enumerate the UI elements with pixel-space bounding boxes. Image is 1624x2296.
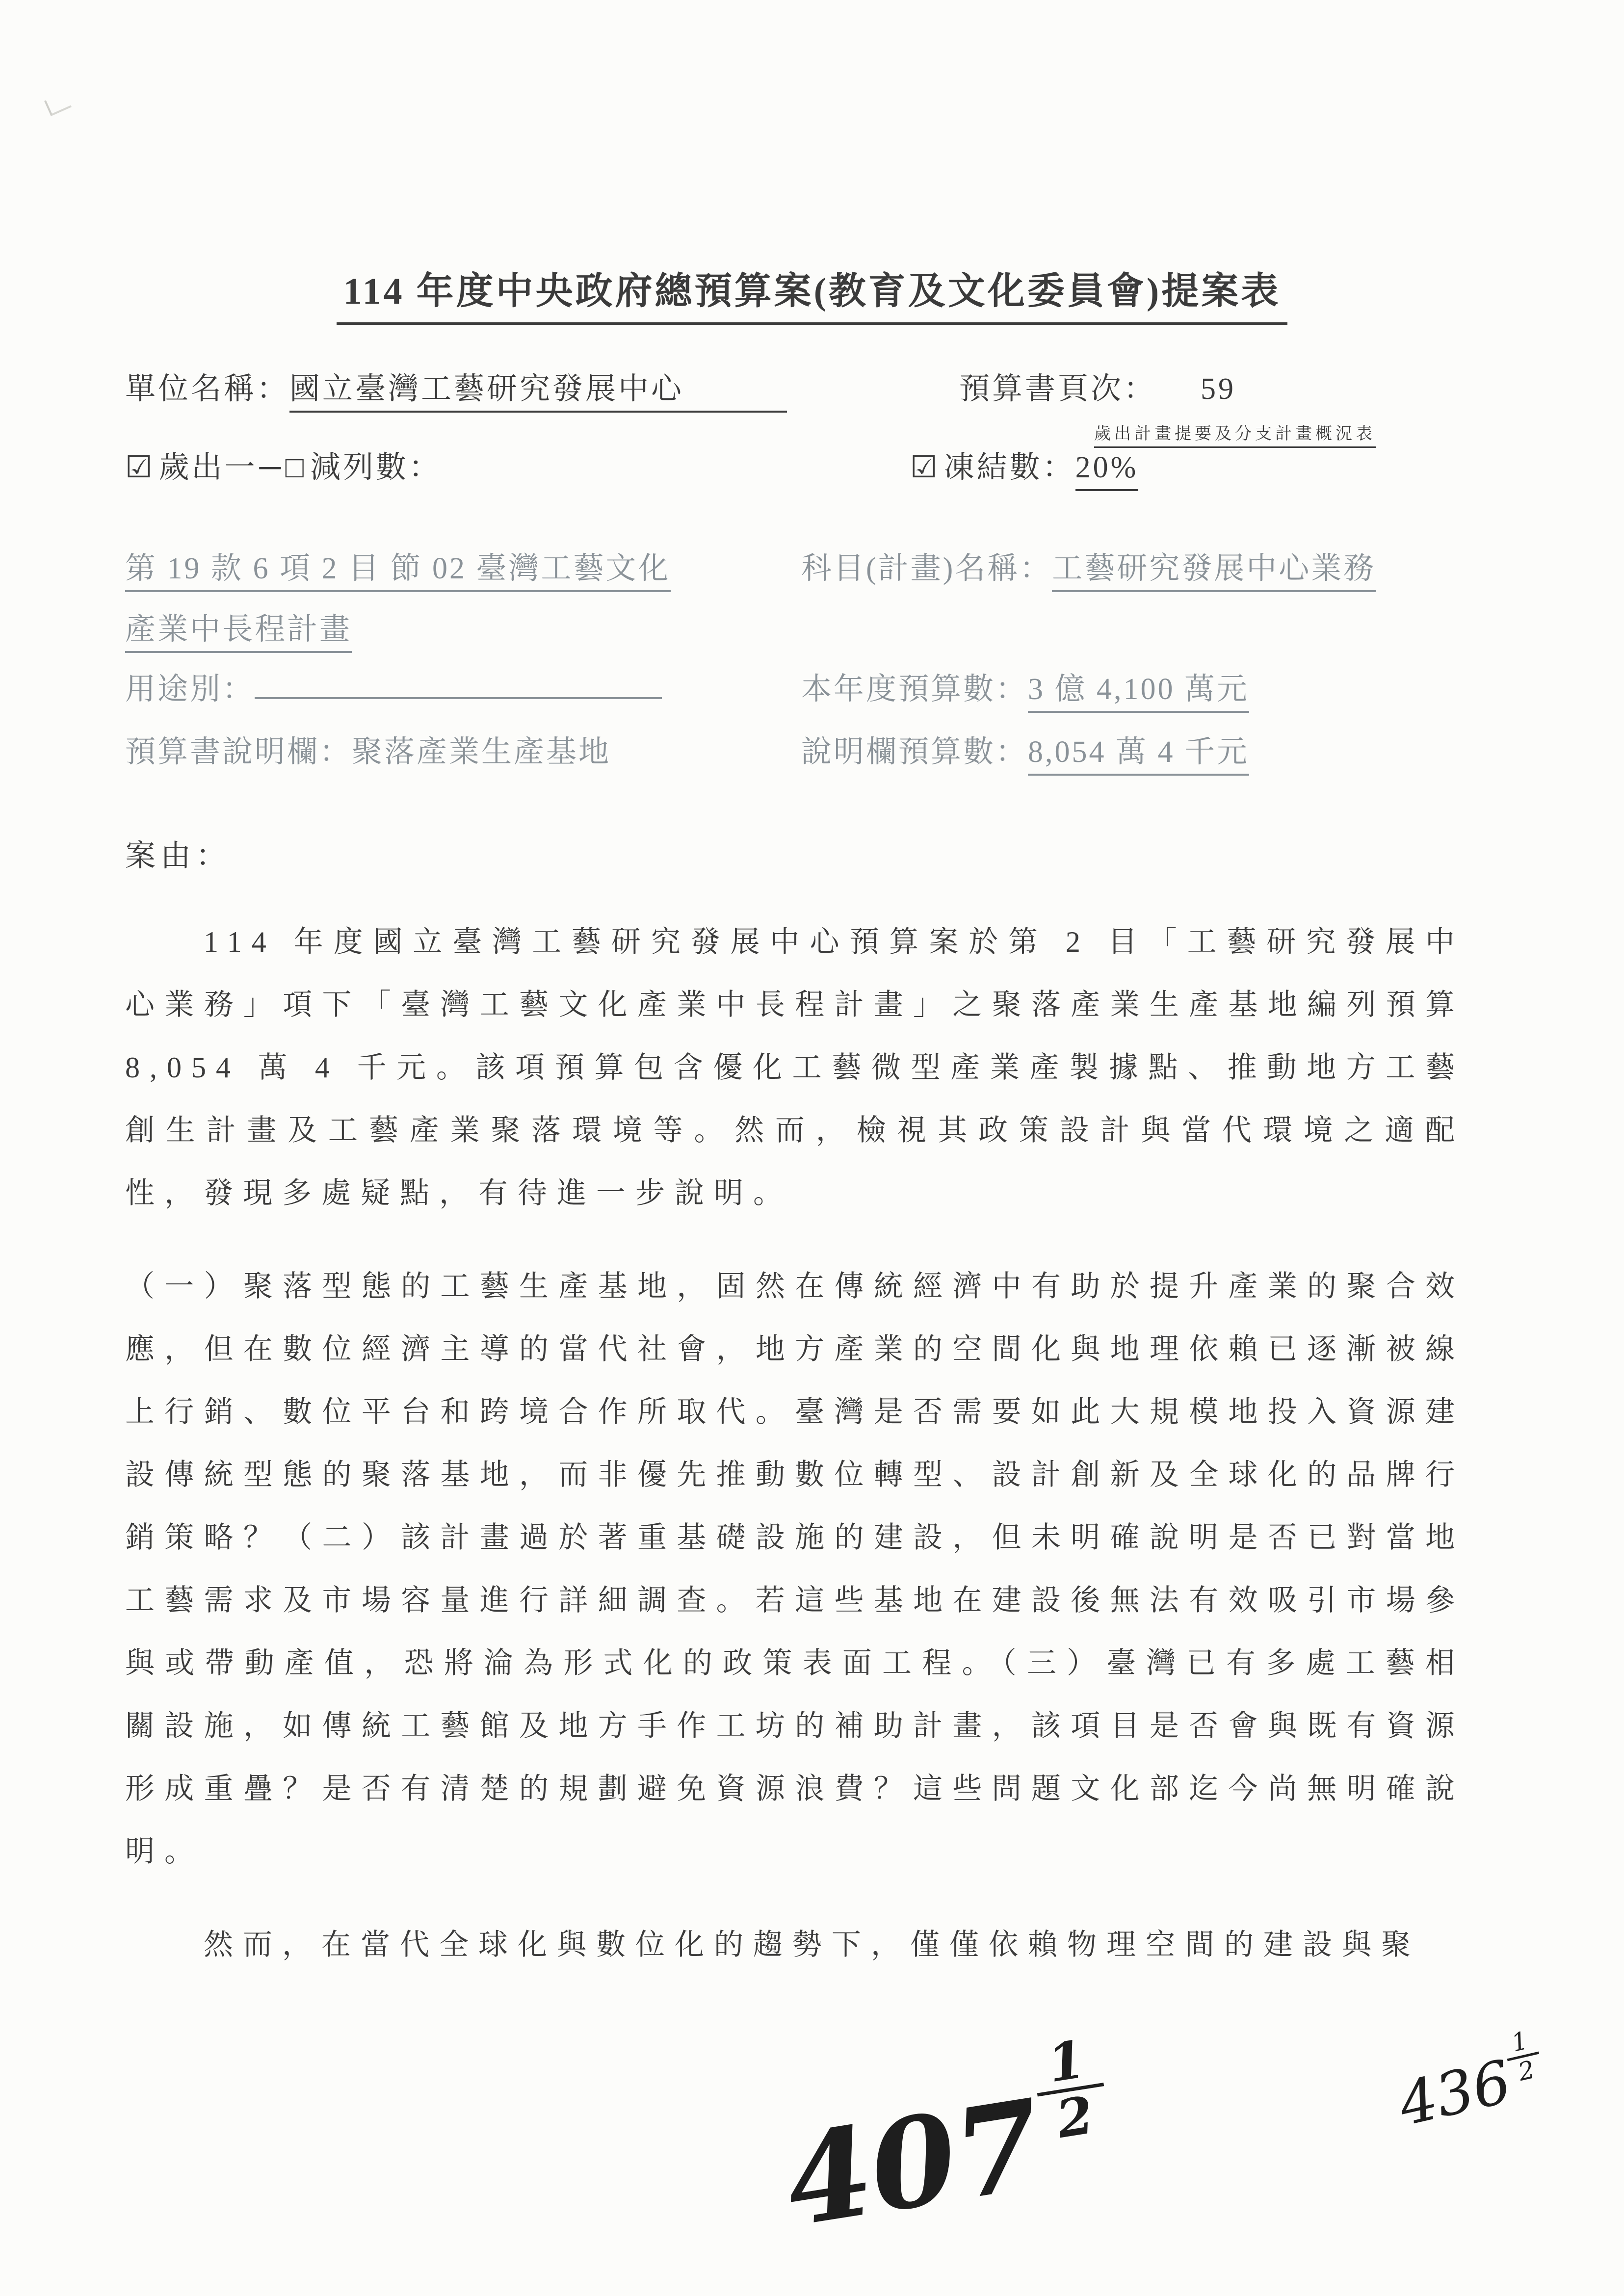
subject-item-row-2 bbox=[125, 604, 352, 648]
budget-summary-note: 歲出計畫提要及分支計畫概況表 bbox=[1094, 420, 1376, 448]
checked-checkbox-icon: ☑ bbox=[125, 451, 155, 484]
description-budget-value: 8,054 萬 4 千元 bbox=[1028, 735, 1249, 776]
case-body bbox=[125, 911, 1465, 1976]
unit-row bbox=[125, 364, 1236, 408]
plan-name-group bbox=[801, 544, 1376, 587]
page-title: 114 年度中央政府總預算案(教育及文化委員會)提案表 bbox=[337, 261, 1287, 325]
handwritten-fraction bbox=[1029, 2028, 1112, 2150]
case-label: 案由： bbox=[125, 839, 232, 873]
paragraph: 然而，在當代全球化與數位化的趨勢下，僅僅依賴物理空間的建設與聚 bbox=[204, 1929, 1420, 1961]
freeze-group bbox=[910, 443, 1138, 486]
description-row bbox=[125, 727, 1250, 771]
expenditure-label: 歲出一 bbox=[158, 451, 258, 484]
pencil-mark bbox=[44, 92, 72, 116]
fraction-numerator: 1 bbox=[1044, 2028, 1089, 2094]
fraction-denominator: 2 bbox=[1052, 2084, 1098, 2150]
handwritten-number: 407 bbox=[776, 2071, 1051, 2254]
year-budget-label: 本年度預算數： bbox=[801, 673, 1028, 706]
usage-label: 用途別： bbox=[125, 673, 255, 706]
handwritten-number: 436 bbox=[1392, 2047, 1518, 2139]
budget-page-label: 預算書頁次： bbox=[959, 372, 1157, 406]
fraction-numerator: 1 bbox=[1508, 2025, 1531, 2058]
budget-page-value: 59 bbox=[1201, 372, 1236, 406]
handwritten-page-number-right bbox=[1392, 2025, 1551, 2139]
description-budget-group bbox=[801, 727, 1249, 771]
description-value: 聚落產業生產基地 bbox=[352, 735, 611, 769]
freeze-value: 20% bbox=[1075, 451, 1139, 491]
dash-separator: ─ bbox=[259, 451, 284, 484]
checkbox-row bbox=[125, 443, 1139, 486]
unit-name-value: 國立臺灣工藝研究發展中心 bbox=[289, 372, 787, 413]
subject-item-row bbox=[125, 544, 1376, 587]
unchecked-checkbox-icon: □ bbox=[285, 451, 306, 484]
reduction-label: 減列數： bbox=[310, 451, 442, 484]
checked-checkbox-icon: ☑ bbox=[910, 451, 940, 484]
description-budget-label: 說明欄預算數： bbox=[801, 735, 1028, 769]
description-label: 預算書說明欄： bbox=[125, 735, 352, 769]
plan-name-label: 科目(計畫)名稱： bbox=[801, 552, 1052, 585]
subject-item-line1: 第 19 款 6 項 2 目 節 02 臺灣工藝文化 bbox=[125, 552, 671, 592]
year-budget-value: 3 億 4,100 萬元 bbox=[1028, 673, 1249, 713]
usage-blank-underline bbox=[255, 667, 662, 699]
handwritten-page-number-center bbox=[776, 2028, 1123, 2254]
unit-name-label: 單位名稱： bbox=[125, 372, 290, 406]
paragraph: 114 年度國立臺灣工藝研究發展中心預算案於第 2 目「工藝研究發展中心業務」項下「臺灣工藝文化產業中長程計畫」之聚落產業生產基地編列預算 8,054 萬 4 千元。該項預算包含優化工藝微型產業產製據點、推動地方工藝創生計畫及工藝產業聚落環境等。然而，檢視其政策設計與當代環境之適配性，發現多處疑點，有待進一步說明。 bbox=[125, 926, 1465, 1209]
budget-page-group bbox=[959, 364, 1236, 408]
title-row bbox=[0, 261, 1624, 325]
paragraph: （一）聚落型態的工藝生產基地，固然在傳統經濟中有助於提升產業的聚合效應，但在數位經濟主導的當代社會，地方產業的空間化與地理依賴已逐漸被線上行銷、數位平台和跨境合作所取代。臺灣是否需要如此大規模地投入資源建設傳統型態的聚落基地，而非優先推動數位轉型、設計創新及全球化的品牌行銷策略？（二）該計畫過於著重基礎設施的建設，但未明確說明是否已對當地工藝需求及市場容量進行詳細調查。若這些基地在建設後無法有效吸引市場參與或帶動產值，恐將淪為形式化的政策表面工程。（三）臺灣已有多處工藝相關設施，如傳統工藝館及地方手作工坊的補助計畫，該項目是否會與既有資源形成重疊？是否有清楚的規劃避免資源浪費？這些問題文化部迄今尚無明確說明。 bbox=[125, 1270, 1465, 1868]
usage-row bbox=[125, 664, 1250, 708]
year-budget-group bbox=[801, 664, 1249, 708]
plan-name-value: 工藝研究發展中心業務 bbox=[1052, 552, 1376, 592]
freeze-label: 凍結數： bbox=[943, 451, 1075, 484]
subject-item-line2: 產業中長程計畫 bbox=[125, 613, 352, 653]
fraction-denominator: 2 bbox=[1515, 2055, 1538, 2087]
